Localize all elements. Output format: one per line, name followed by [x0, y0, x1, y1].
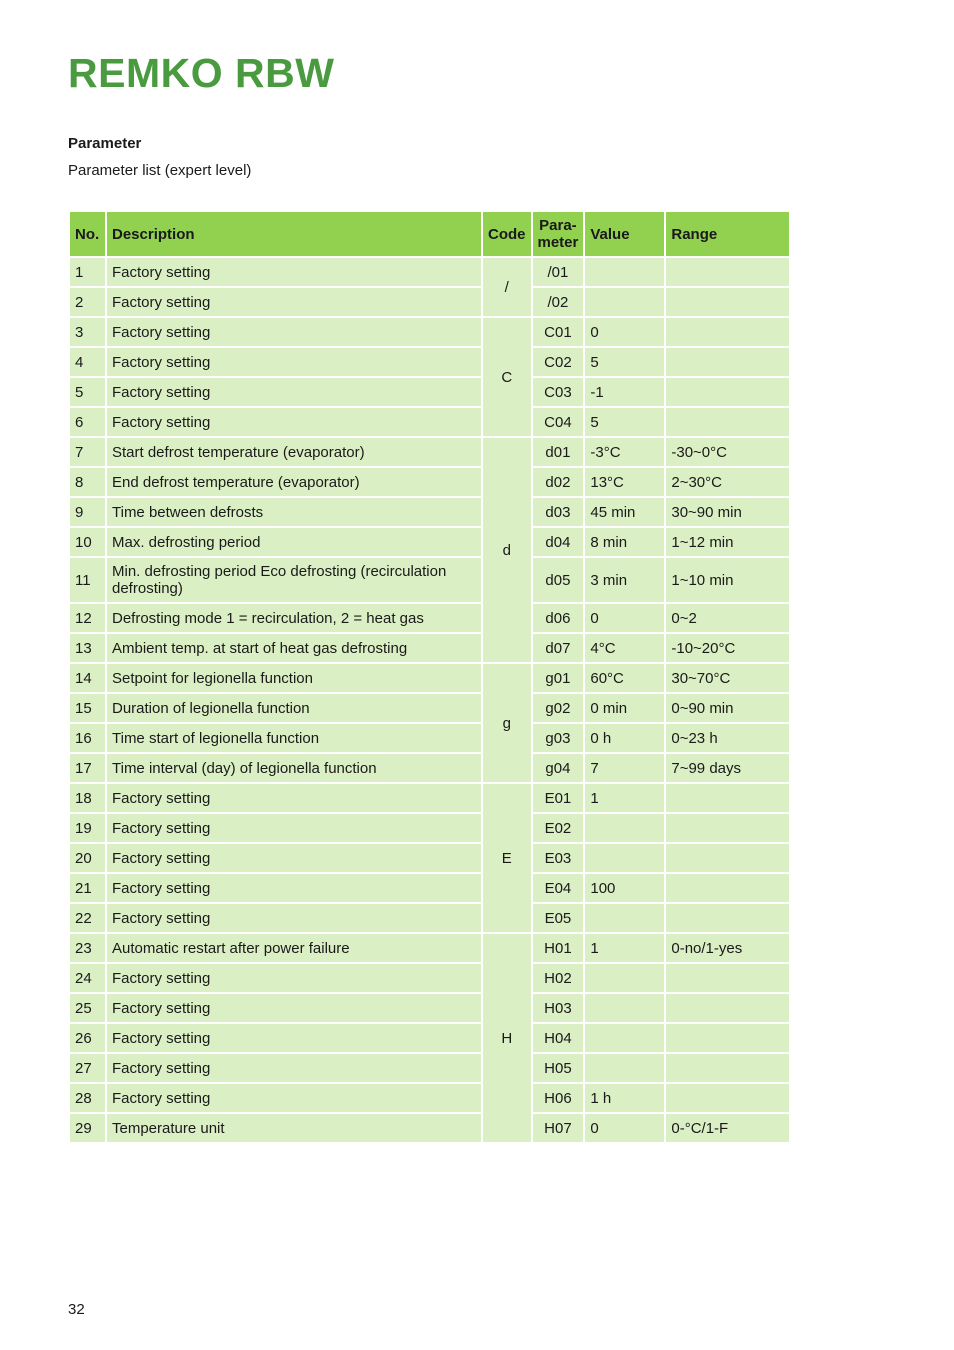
row-number: 24 — [70, 964, 105, 992]
row-parameter: d04 — [533, 528, 584, 556]
row-range — [666, 784, 789, 812]
row-range: 0-°C/1-F — [666, 1114, 789, 1142]
row-value: 1 h — [585, 1084, 664, 1112]
row-description: Factory setting — [107, 904, 481, 932]
row-number: 13 — [70, 634, 105, 662]
row-parameter: H06 — [533, 1084, 584, 1112]
table-row — [70, 724, 789, 752]
row-parameter: E05 — [533, 904, 584, 932]
row-range — [666, 1054, 789, 1082]
section-subtitle: Parameter list (expert level) — [68, 162, 252, 179]
row-description: Factory setting — [107, 994, 481, 1022]
row-description: Start defrost temperature (evaporator) — [107, 438, 481, 466]
row-parameter: C02 — [533, 348, 584, 376]
row-parameter: H01 — [533, 934, 584, 962]
row-number: 5 — [70, 378, 105, 406]
row-value — [585, 288, 664, 316]
row-parameter: d01 — [533, 438, 584, 466]
row-description: Setpoint for legionella function — [107, 664, 481, 692]
row-code-group: / — [483, 258, 531, 316]
row-range: 0~23 h — [666, 724, 789, 752]
row-number: 23 — [70, 934, 105, 962]
row-range: 30~70°C — [666, 664, 789, 692]
table-row — [70, 844, 789, 872]
row-description: Factory setting — [107, 874, 481, 902]
table-row — [70, 288, 789, 316]
table-row — [70, 1114, 789, 1142]
row-value: 0 min — [585, 694, 664, 722]
row-parameter: E03 — [533, 844, 584, 872]
table-row — [70, 754, 789, 782]
row-value: 5 — [585, 348, 664, 376]
row-parameter: g03 — [533, 724, 584, 752]
row-number: 14 — [70, 664, 105, 692]
section-title: Parameter — [68, 135, 142, 152]
row-parameter: d05 — [533, 558, 584, 602]
row-description: Max. defrosting period — [107, 528, 481, 556]
row-value: 45 min — [585, 498, 664, 526]
row-range — [666, 408, 789, 436]
row-range — [666, 318, 789, 346]
row-parameter: C04 — [533, 408, 584, 436]
row-number: 8 — [70, 468, 105, 496]
row-number: 12 — [70, 604, 105, 632]
row-value: 0 h — [585, 724, 664, 752]
row-description: Min. defrosting period Eco defrosting (recirculation defrosting) — [107, 558, 481, 602]
row-number: 15 — [70, 694, 105, 722]
row-value: 3 min — [585, 558, 664, 602]
row-value — [585, 994, 664, 1022]
table-header-row — [70, 212, 789, 256]
table-row — [70, 498, 789, 526]
row-number: 20 — [70, 844, 105, 872]
header-code: Code — [483, 212, 531, 256]
row-number: 26 — [70, 1024, 105, 1052]
row-number: 4 — [70, 348, 105, 376]
table-row — [70, 528, 789, 556]
row-number: 16 — [70, 724, 105, 752]
table-row — [70, 664, 789, 692]
row-range: 0-no/1-yes — [666, 934, 789, 962]
row-parameter: H02 — [533, 964, 584, 992]
row-value: 0 — [585, 1114, 664, 1142]
row-range — [666, 904, 789, 932]
row-range: -30~0°C — [666, 438, 789, 466]
row-range — [666, 258, 789, 286]
row-value: 7 — [585, 754, 664, 782]
row-value: 0 — [585, 318, 664, 346]
table-row — [70, 468, 789, 496]
row-value — [585, 1054, 664, 1082]
row-parameter: d02 — [533, 468, 584, 496]
row-number: 28 — [70, 1084, 105, 1112]
row-description: Factory setting — [107, 318, 481, 346]
row-range — [666, 964, 789, 992]
row-range: 0~90 min — [666, 694, 789, 722]
row-parameter: /01 — [533, 258, 584, 286]
table-row — [70, 634, 789, 662]
row-value — [585, 1024, 664, 1052]
row-range: 30~90 min — [666, 498, 789, 526]
page-number: 32 — [68, 1301, 85, 1318]
row-number: 2 — [70, 288, 105, 316]
row-parameter: g02 — [533, 694, 584, 722]
row-parameter: H07 — [533, 1114, 584, 1142]
row-number: 19 — [70, 814, 105, 842]
table-row — [70, 874, 789, 902]
row-parameter: g01 — [533, 664, 584, 692]
row-value: 0 — [585, 604, 664, 632]
row-range — [666, 1024, 789, 1052]
table-row — [70, 964, 789, 992]
row-description: Factory setting — [107, 258, 481, 286]
row-parameter: C03 — [533, 378, 584, 406]
row-value: 8 min — [585, 528, 664, 556]
row-value: 4°C — [585, 634, 664, 662]
row-description: Duration of legionella function — [107, 694, 481, 722]
table-row — [70, 558, 789, 602]
row-number: 18 — [70, 784, 105, 812]
brand-title: REMKO RBW — [68, 50, 335, 96]
row-number: 10 — [70, 528, 105, 556]
table-row — [70, 258, 789, 286]
row-number: 27 — [70, 1054, 105, 1082]
row-number: 6 — [70, 408, 105, 436]
table-row — [70, 1024, 789, 1052]
row-range — [666, 378, 789, 406]
row-range — [666, 874, 789, 902]
row-value: -1 — [585, 378, 664, 406]
row-range — [666, 348, 789, 376]
row-number: 11 — [70, 558, 105, 602]
row-parameter: d03 — [533, 498, 584, 526]
row-description: Time interval (day) of legionella function — [107, 754, 481, 782]
row-parameter: H04 — [533, 1024, 584, 1052]
table-row — [70, 1054, 789, 1082]
row-description: Factory setting — [107, 288, 481, 316]
row-description: Factory setting — [107, 964, 481, 992]
table-row — [70, 814, 789, 842]
row-description: Factory setting — [107, 1024, 481, 1052]
row-range: 1~12 min — [666, 528, 789, 556]
table-row — [70, 784, 789, 812]
row-parameter: E04 — [533, 874, 584, 902]
row-code-group: C — [483, 318, 531, 436]
table-row — [70, 408, 789, 436]
table-row — [70, 348, 789, 376]
row-number: 7 — [70, 438, 105, 466]
row-value: 5 — [585, 408, 664, 436]
row-value: -3°C — [585, 438, 664, 466]
row-description: Factory setting — [107, 1054, 481, 1082]
row-range — [666, 814, 789, 842]
row-number: 22 — [70, 904, 105, 932]
header-no: No. — [70, 212, 105, 256]
row-range — [666, 994, 789, 1022]
header-parameter — [533, 212, 584, 256]
row-code-group: E — [483, 784, 531, 932]
row-value — [585, 844, 664, 872]
row-range — [666, 1084, 789, 1112]
row-number: 25 — [70, 994, 105, 1022]
table-body — [70, 258, 789, 1142]
row-number: 21 — [70, 874, 105, 902]
row-description: Factory setting — [107, 784, 481, 812]
row-description: Defrosting mode 1 = recirculation, 2 = heat gas — [107, 604, 481, 632]
header-range: Range — [666, 212, 789, 256]
row-value — [585, 904, 664, 932]
row-number: 17 — [70, 754, 105, 782]
row-value — [585, 258, 664, 286]
table-row — [70, 438, 789, 466]
header-parameter-line2: meter — [537, 234, 579, 251]
table-row — [70, 934, 789, 962]
row-parameter: C01 — [533, 318, 584, 346]
row-number: 29 — [70, 1114, 105, 1142]
row-description: Factory setting — [107, 408, 481, 436]
parameter-table — [68, 210, 791, 1144]
table-row — [70, 1084, 789, 1112]
row-number: 3 — [70, 318, 105, 346]
row-description: Ambient temp. at start of heat gas defrosting — [107, 634, 481, 662]
row-description: Automatic restart after power failure — [107, 934, 481, 962]
row-range — [666, 844, 789, 872]
header-parameter-line1: Para- — [539, 217, 577, 234]
row-description: Factory setting — [107, 814, 481, 842]
row-description: Factory setting — [107, 348, 481, 376]
row-description: Factory setting — [107, 378, 481, 406]
row-range: 0~2 — [666, 604, 789, 632]
row-parameter: d06 — [533, 604, 584, 632]
table-row — [70, 378, 789, 406]
row-range — [666, 288, 789, 316]
row-parameter: g04 — [533, 754, 584, 782]
row-description: Factory setting — [107, 1084, 481, 1112]
row-code-group: H — [483, 934, 531, 1142]
row-number: 1 — [70, 258, 105, 286]
row-code-group: d — [483, 438, 531, 662]
row-description: Temperature unit — [107, 1114, 481, 1142]
row-value: 100 — [585, 874, 664, 902]
row-number: 9 — [70, 498, 105, 526]
row-range: -10~20°C — [666, 634, 789, 662]
row-parameter: d07 — [533, 634, 584, 662]
table-row — [70, 904, 789, 932]
row-value: 1 — [585, 934, 664, 962]
row-code-group: g — [483, 664, 531, 782]
row-value — [585, 814, 664, 842]
row-range: 1~10 min — [666, 558, 789, 602]
row-parameter: H03 — [533, 994, 584, 1022]
row-description: Time between defrosts — [107, 498, 481, 526]
table-row — [70, 604, 789, 632]
header-value: Value — [585, 212, 664, 256]
table-row — [70, 694, 789, 722]
row-description: End defrost temperature (evaporator) — [107, 468, 481, 496]
row-description: Time start of legionella function — [107, 724, 481, 752]
row-description: Factory setting — [107, 844, 481, 872]
row-parameter: E02 — [533, 814, 584, 842]
row-value — [585, 964, 664, 992]
row-value: 1 — [585, 784, 664, 812]
table-row — [70, 994, 789, 1022]
row-range: 2~30°C — [666, 468, 789, 496]
row-parameter: H05 — [533, 1054, 584, 1082]
row-value: 60°C — [585, 664, 664, 692]
row-value: 13°C — [585, 468, 664, 496]
row-range: 7~99 days — [666, 754, 789, 782]
row-parameter: /02 — [533, 288, 584, 316]
table-row — [70, 318, 789, 346]
header-description: Description — [107, 212, 481, 256]
row-parameter: E01 — [533, 784, 584, 812]
